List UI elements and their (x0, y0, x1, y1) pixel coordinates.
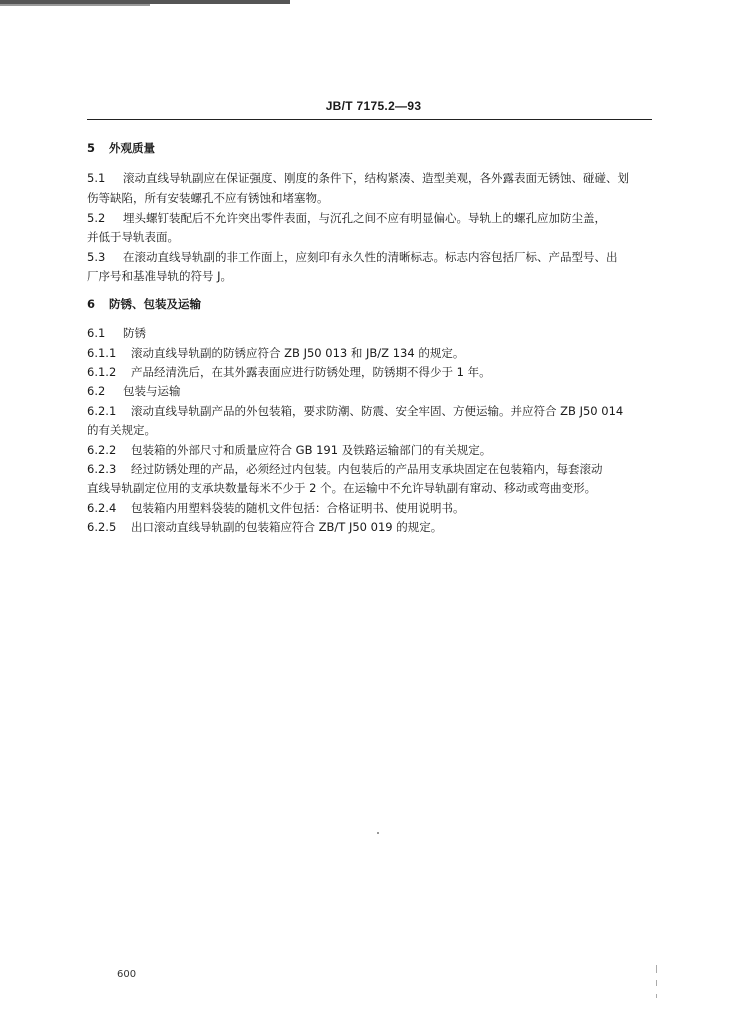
clause-number: 6.2 (87, 384, 106, 398)
section-number: 6 (87, 297, 96, 311)
scan-edge-mark (656, 965, 657, 973)
clause-number: 5.3 (87, 250, 106, 264)
clause-text: 包装箱的外部尺寸和质量应符合 GB 191 及铁路运输部门的有关规定。 (131, 443, 492, 457)
clause-text: 产品经清洗后，在其外露表面应进行防锈处理，防锈期不得少于 1 年。 (131, 365, 491, 379)
clause-title: 防锈 (123, 326, 146, 340)
clause-number: 6.2.5 (87, 520, 117, 534)
scan-edge-mark (656, 994, 657, 998)
clause-title: 包装与运输 (123, 384, 181, 398)
clause-number: 6.1 (87, 326, 106, 340)
scan-speck (377, 832, 379, 834)
clause-6-1-1 (87, 346, 464, 360)
clause-6-2-1 (87, 404, 623, 418)
clause-number: 6.2.3 (87, 462, 117, 476)
section-6-heading (87, 297, 201, 311)
clause-5-2-cont: 并低于导轨表面。 (87, 230, 179, 244)
clause-6-1-2 (87, 365, 491, 379)
clause-6-2-3-cont: 直线导轨副定位用的支承块数量每米不少于 2 个。在运输中不允许导轨副有窜动、移动或弯曲变形。 (87, 481, 597, 495)
clause-5-3 (87, 250, 618, 264)
clause-5-1-cont: 伤等缺陷，所有安装螺孔不应有锈蚀和堵塞物。 (87, 191, 329, 205)
scan-edge-mark (656, 980, 657, 986)
clause-6-2 (87, 384, 181, 398)
clause-5-2 (87, 211, 606, 225)
header-rule (87, 119, 652, 120)
clause-number: 6.2.1 (87, 404, 117, 418)
clause-6-2-4 (87, 501, 465, 515)
section-title: 防锈、包装及运输 (109, 297, 201, 311)
clause-text: 滚动直线导轨副产品的外包装箱，要求防潮、防震、安全牢固、方便运输。并应符合 ZB J50 014 (131, 404, 624, 418)
clause-5-3-cont: 厂序号和基准导轨的符号 J。 (87, 269, 233, 283)
clause-number: 6.1.2 (87, 365, 117, 379)
section-title: 外观质量 (109, 141, 155, 155)
clause-number: 6.2.2 (87, 443, 117, 457)
clause-number: 5.2 (87, 211, 106, 225)
section-5-heading (87, 141, 155, 155)
clause-text: 包装箱内用塑料袋装的随机文件包括：合格证明书、使用说明书。 (131, 501, 465, 515)
page-number: 600 (117, 969, 137, 980)
standard-number: JB/T 7175.2—93 (325, 99, 422, 113)
clause-6-2-1-cont: 的有关规定。 (87, 423, 156, 437)
scan-edge-mark (0, 4, 150, 6)
clause-6-2-5 (87, 520, 442, 534)
clause-6-1 (87, 326, 146, 340)
clause-number: 5.1 (87, 171, 106, 185)
clause-text: 经过防锈处理的产品，必须经过内包装。内包装后的产品用支承块固定在包装箱内，每套滚动 (131, 462, 603, 476)
clause-number: 6.1.1 (87, 346, 117, 360)
clause-number: 6.2.4 (87, 501, 117, 515)
clause-text: 埋头螺钉装配后不允许突出零件表面，与沉孔之间不应有明显偏心。导轨上的螺孔应加防尘盖， (123, 211, 606, 225)
clause-6-2-2 (87, 443, 491, 457)
clause-text: 滚动直线导轨副的防锈应符合 ZB J50 013 和 JB/Z 134 的规定。 (131, 346, 465, 360)
section-number: 5 (87, 141, 96, 155)
clause-text: 在滚动直线导轨副的非工作面上，应刻印有永久性的清晰标志。标志内容包括厂标、产品型号、出 (123, 250, 618, 264)
clause-text: 滚动直线导轨副应在保证强度、刚度的条件下，结构紧凑、造型美观，各外露表面无锈蚀、碰碰、划 (123, 171, 629, 185)
clause-6-2-3 (87, 462, 603, 476)
clause-text: 出口滚动直线导轨副的包装箱应符合 ZB/T J50 019 的规定。 (131, 520, 443, 534)
clause-5-1 (87, 171, 629, 185)
